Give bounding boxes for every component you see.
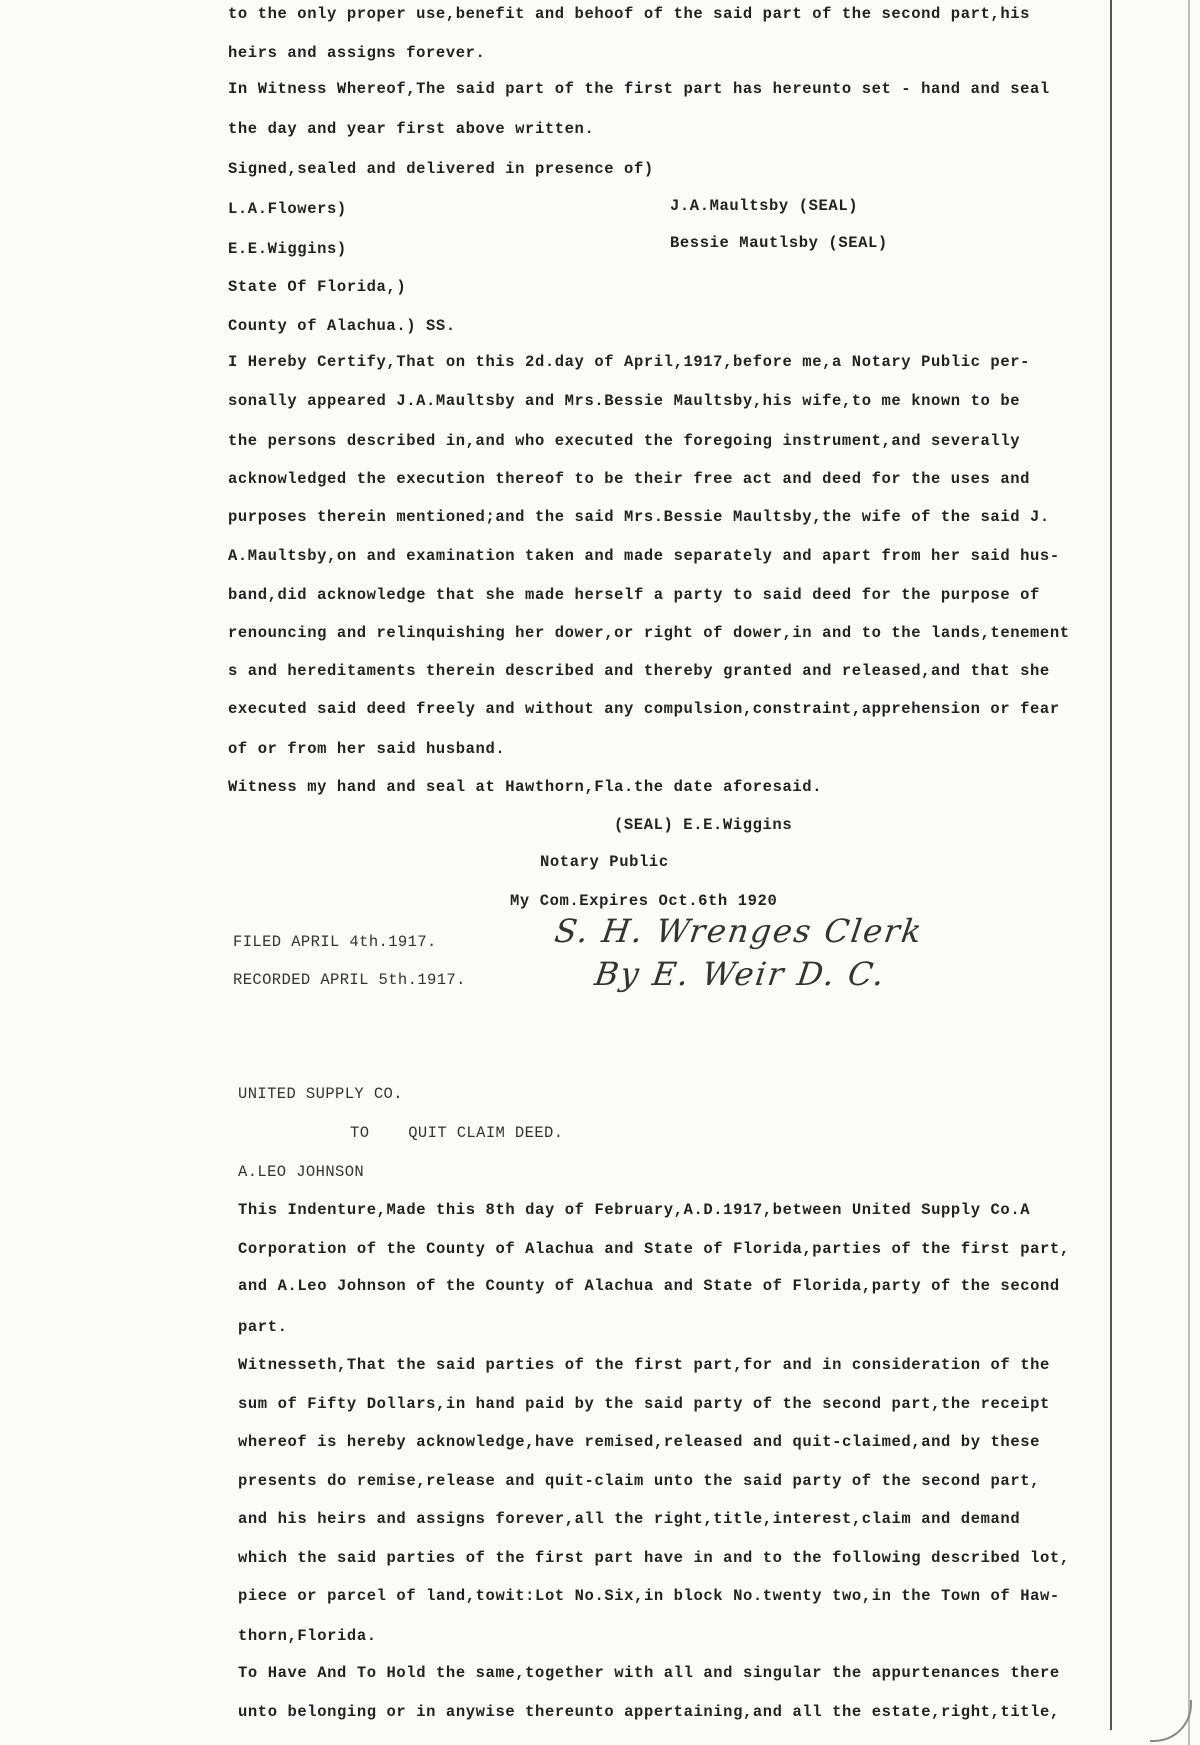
cert-line-12: Witness my hand and seal at Hawthorn,Fla.the date aforesaid. xyxy=(228,778,823,796)
state-line: State Of Florida,) xyxy=(228,278,407,296)
cert-line-8: renouncing and relinquishing her dower,or right of dower,in and to the lands,tenement xyxy=(228,624,1070,642)
cert-line-1: I Hereby Certify,That on this 2d.day of April,1917,before me,a Notary Public per- xyxy=(228,353,1031,371)
deed2-line-2: Corporation of the County of Alachua and State of Florida,parties of the first part, xyxy=(238,1240,1070,1258)
cert-line-5: purposes therein mentioned;and the said Mrs.Bessie Maultsby,the wife of the said J. xyxy=(228,508,1050,526)
witness-2: E.E.Wiggins) xyxy=(228,240,347,258)
deed1-line-2: heirs and assigns forever. xyxy=(228,44,486,62)
deed2-line-4: part. xyxy=(238,1318,288,1336)
recorded-date: RECORDED APRIL 5th.1917. xyxy=(233,971,466,989)
deed2-line-13: To Have And To Hold the same,together with all and singular the appurtenances there xyxy=(238,1664,1060,1682)
cert-line-3: the persons described in,and who executed the foregoing instrument,and severally xyxy=(228,432,1021,450)
deed2-line-12: thorn,Florida. xyxy=(238,1627,377,1645)
page-corner-curl xyxy=(1150,1700,1192,1742)
deed1-line-3: In Witness Whereof,The said part of the first part has hereunto set - hand and seal xyxy=(228,80,1050,98)
page-edge-line xyxy=(1110,0,1112,1730)
signer-2: Bessie Mautlsby (SEAL) xyxy=(670,234,888,252)
deed1-line-4: the day and year first above written. xyxy=(228,120,595,138)
cert-line-6: A.Maultsby,on and examination taken and made separately and apart from her said hus- xyxy=(228,547,1060,565)
witness-1: L.A.Flowers) xyxy=(228,200,347,218)
deed2-line-3: and A.Leo Johnson of the County of Alachua and State of Florida,party of the second xyxy=(238,1277,1060,1295)
deed-type-heading: TO QUIT CLAIM DEED. xyxy=(350,1124,564,1142)
cert-line-7: band,did acknowledge that she made herself a party to said deed for the purpose of xyxy=(228,586,1040,604)
deed2-line-1: This Indenture,Made this 8th day of February,A.D.1917,between United Supply Co.A xyxy=(238,1201,1031,1219)
deed1-line-1: to the only proper use,benefit and behoof of the said part of the second part,his xyxy=(228,5,1031,23)
deed2-line-5: Witnesseth,That the said parties of the first part,for and in consideration of the xyxy=(238,1356,1050,1374)
deed2-line-10: which the said parties of the first part have in and to the following described lot, xyxy=(238,1549,1070,1567)
cert-line-11: of or from her said husband. xyxy=(228,740,506,758)
clerk-signature: S. H. Wrenges Clerk xyxy=(552,912,926,950)
deed2-line-11: piece or parcel of land,towit:Lot No.Six,in block No.twenty two,in the Town of Haw- xyxy=(238,1587,1060,1605)
notary-name: (SEAL) E.E.Wiggins xyxy=(614,816,793,834)
deed2-line-8: presents do remise,release and quit-claim unto the said party of the second part, xyxy=(238,1472,1041,1490)
cert-line-4: acknowledged the execution thereof to be their free act and deed for the uses and xyxy=(228,470,1031,488)
filed-date: FILED APRIL 4th.1917. xyxy=(233,933,437,951)
deed2-line-14: unto belonging or in anywise thereunto appertaining,and all the estate,right,title, xyxy=(238,1703,1060,1721)
deed2-line-7: whereof is hereby acknowledge,have remised,released and quit-claimed,and by these xyxy=(238,1433,1041,1451)
cert-line-2: sonally appeared J.A.Maultsby and Mrs.Bessie Maultsby,his wife,to me known to be xyxy=(228,392,1021,410)
deed2-line-6: sum of Fifty Dollars,in hand paid by the said party of the second part,the receipt xyxy=(238,1395,1050,1413)
cert-line-10: executed said deed freely and without any compulsion,constraint,apprehension or fear xyxy=(228,700,1060,718)
county-line: County of Alachua.) SS. xyxy=(228,317,456,335)
grantor-heading: UNITED SUPPLY CO. xyxy=(238,1085,403,1103)
notary-title: Notary Public xyxy=(540,853,669,871)
grantee-heading: A.LEO JOHNSON xyxy=(238,1163,365,1181)
deed1-line-5: Signed,sealed and delivered in presence of) xyxy=(228,160,654,178)
page-edge-line-outer xyxy=(1188,0,1190,1745)
deputy-clerk-signature: By E. Weir D. C. xyxy=(592,955,889,993)
cert-line-9: s and hereditaments therein described and thereby granted and released,and that she xyxy=(228,662,1050,680)
deed2-line-9: and his heirs and assigns forever,all the right,title,interest,claim and demand xyxy=(238,1510,1021,1528)
signer-1: J.A.Maultsby (SEAL) xyxy=(670,197,859,215)
commission-expiry: My Com.Expires Oct.6th 1920 xyxy=(510,892,778,910)
